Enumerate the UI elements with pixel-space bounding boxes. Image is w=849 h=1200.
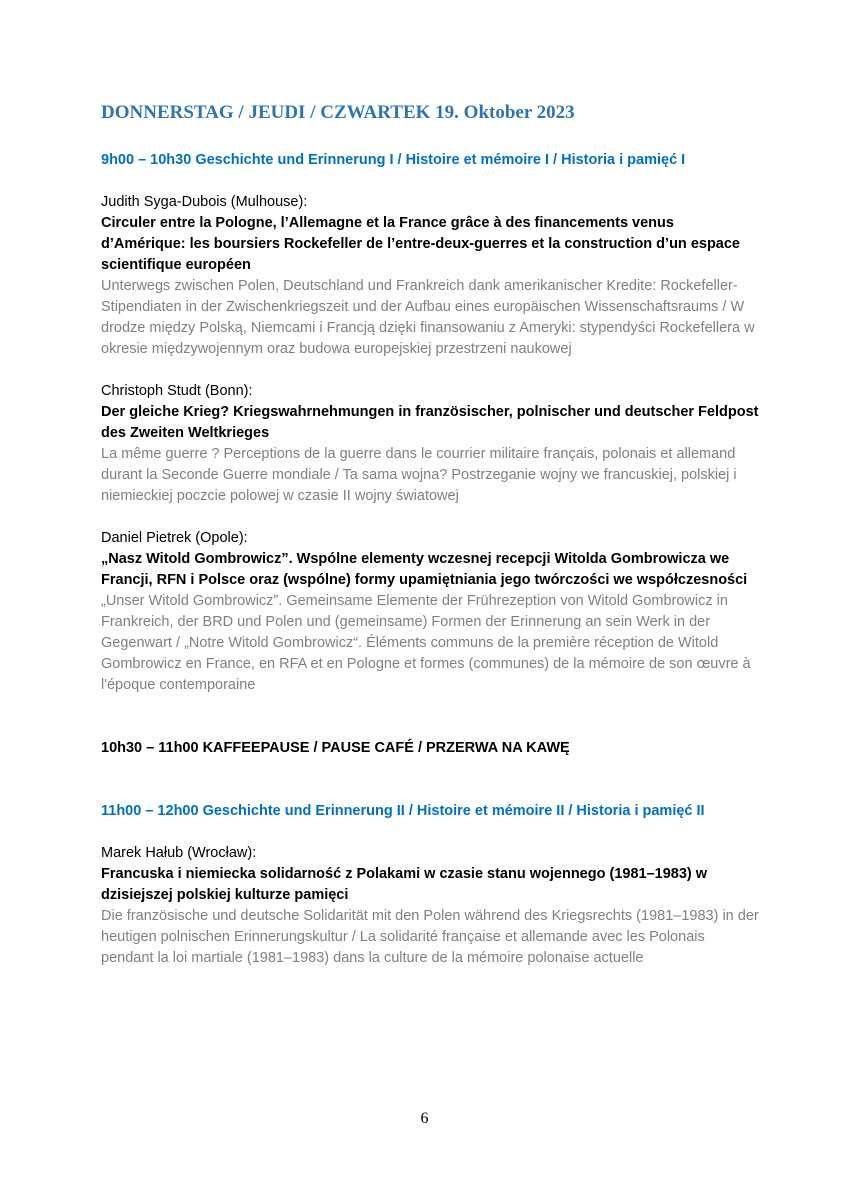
talk-translation: „Unser Witold Gombrowicz”. Gemeinsame Elemente der Frührezeption von Witold Gombrowicz in Frankreich, der BRD und Polen und (gemeinsame) Formen der Erinnerung an sein Werk in der Gegenwart / „Notre Witold Gombrowicz“. Éléments communs de la première réception de Witold Gombrowicz en France, en RFA et en Pologne et formes (communes) de la mémoire de son œuvre à l'époque contemporaine [101, 593, 751, 693]
talk-translation: Die französische und deutsche Solidarität mit den Polen während des Kriegsrechts (1981–1983) in der heutigen polnischen Erinnerungskultur / La solidarité française et allemande avec les Polonais pendant la loi martiale (1981–1983) dans la culture de la mémoire polonaise actuelle [101, 908, 759, 966]
talk-item [101, 843, 761, 969]
talk-title: „Nasz Witold Gombrowicz”. Wspólne elementy wczesnej recepcji Witolda Gombrowicza we Francji, RFN i Polsce oraz (wspólne) formy upamiętniania jego twórczości we współczesności [101, 551, 748, 588]
talk-title: Circuler entre la Pologne, l’Allemagne et la France grâce à des financements venus d’Amérique: les boursiers Rockefeller de l’entre-deux-guerres et la construction d’un espace scientifique européen [101, 215, 740, 273]
session-1 [101, 150, 761, 696]
program-page [101, 100, 761, 969]
page-number: 6 [420, 1110, 429, 1127]
session-heading: 9h00 – 10h30 Geschichte und Erinnerung I / Histoire et mémoire I / Historia i pamięć I [101, 152, 686, 168]
session-heading: 11h00 – 12h00 Geschichte und Erinnerung II / Histoire et mémoire II / Historia i pamięć II [101, 803, 705, 819]
talk-speaker: Marek Hałub (Wrocław): [101, 845, 257, 861]
talk-title: Francuska i niemiecka solidarność z Polakami w czasie stanu wojennego (1981–1983) w dzisiejszej polskiej kulturze pamięci [101, 866, 708, 903]
talk-translation: Unterwegs zwischen Polen, Deutschland und Frankreich dank amerikanischer Kredite: Rockefeller-Stipendiaten in der Zwischenkriegszeit und der Aufbau eines europäischen Wissenschaftsraums / W drodze między Polską, Niemcami i Francją dzięki finansowaniu z Ameryki: stypendyści Rockefellera w okresie międzywojennym oraz budowa europejskiej przestrzeni naukowej [101, 278, 755, 357]
talk-item [101, 528, 761, 696]
talk-item [101, 192, 761, 360]
coffee-break-heading: 10h30 – 11h00 KAFFEEPAUSE / PAUSE CAFÉ / PRZERWA NA KAWĘ [101, 740, 570, 756]
talk-speaker: Daniel Pietrek (Opole): [101, 530, 248, 546]
talk-item [101, 381, 761, 507]
talk-speaker: Christoph Studt (Bonn): [101, 383, 253, 399]
talk-title: Der gleiche Krieg? Kriegswahrnehmungen in französischer, polnischer und deutscher Feldpost des Zweiten Weltkrieges [101, 404, 759, 441]
talk-translation: La même guerre ? Perceptions de la guerre dans le courrier militaire français, polonais et allemand durant la Seconde Guerre mondiale / Ta sama wojna? Postrzeganie wojny we francuskiej, polskiej i niemieckiej poczcie polowej w czasie II wojny światowej [101, 446, 737, 504]
session-2 [101, 801, 761, 969]
day-heading: DONNERSTAG / JEUDI / CZWARTEK 19. Oktober 2023 [101, 102, 575, 123]
talk-speaker: Judith Syga-Dubois (Mulhouse): [101, 194, 308, 210]
